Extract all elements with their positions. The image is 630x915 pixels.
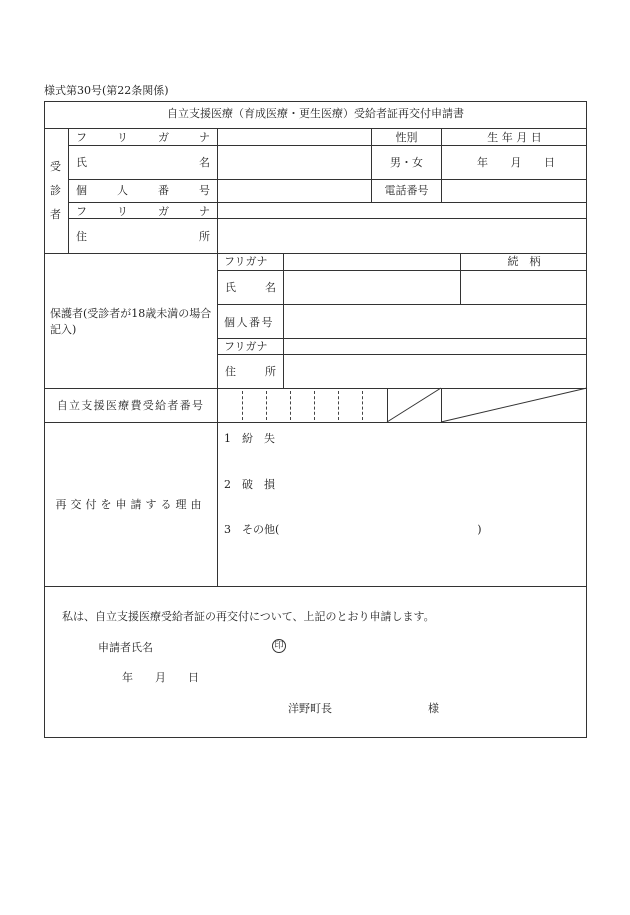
guardian-relation-header: 続 柄 [507, 255, 541, 268]
recipient-furigana2-field[interactable] [218, 203, 586, 217]
certificate-number-label: 自立支援医療費受給者番号 [56, 399, 205, 412]
gender-choice[interactable]: 男・女 [390, 156, 423, 169]
recipient-furigana2-label: フ リ ガ ナ [76, 205, 210, 218]
application-date[interactable]: 年 月 日 [122, 671, 199, 684]
reason-option-lost[interactable]: 1 紛 失 [224, 432, 275, 445]
guardian-name-label: 氏 名 [225, 281, 276, 294]
guardian-personal-number-label: 個人番号 [224, 316, 274, 329]
form-title: 自立支援医療（育成医療・更生医療）受給者証再交付申請書 [167, 107, 464, 120]
birth-date-header: 生 年 月 日 [487, 131, 542, 144]
recipient-address-label: 住 所 [76, 230, 210, 243]
honorific-sama: 様 [428, 702, 439, 715]
guardian-furigana2-label: フリガナ [224, 340, 268, 353]
recipient-group-label-3: 者 [50, 208, 61, 221]
seal-mark: 印 [272, 639, 286, 653]
applicant-name-field[interactable] [160, 637, 265, 655]
guardian-relation-field[interactable] [461, 271, 586, 303]
phone-label: 電話番号 [384, 184, 429, 197]
recipient-name-label: 氏 名 [76, 156, 210, 169]
recipient-group-label-2: 診 [50, 184, 61, 197]
birth-date-field[interactable]: 年 月 日 [477, 156, 555, 169]
reason-label: 再交付を申請する理由 [55, 498, 206, 511]
guardian-furigana2-field[interactable] [284, 339, 586, 353]
guardian-label: 保護者(受診者が18歳未満の場合記入) [50, 307, 212, 336]
guardian-name-field[interactable] [284, 271, 459, 303]
declaration-text: 私は、自立支援医療受給者証の再交付について、上記のとおり申請します。 [62, 610, 435, 623]
reason-option-damaged[interactable]: 2 破 損 [224, 478, 275, 491]
addressee: 洋野町長 [288, 702, 332, 715]
recipient-name-field[interactable] [218, 146, 370, 178]
guardian-furigana-label: フリガナ [224, 255, 268, 268]
reason-option-other[interactable]: 3 その他( ) [224, 523, 482, 536]
recipient-phone-field[interactable] [442, 180, 586, 201]
recipient-personal-number-field[interactable] [218, 180, 370, 201]
recipient-furigana-field[interactable] [218, 129, 370, 144]
recipient-personal-number-label: 個 人 番 号 [76, 184, 210, 197]
guardian-address-label: 住 所 [225, 365, 276, 378]
form-number: 様式第30号(第22条関係) [44, 84, 169, 97]
recipient-group-label-1: 受 [50, 160, 61, 173]
recipient-address-field[interactable] [218, 219, 586, 252]
recipient-furigana-label: フ リ ガ ナ [76, 131, 210, 144]
guardian-furigana-field[interactable] [284, 254, 459, 269]
gender-header: 性別 [395, 131, 418, 144]
applicant-name-label: 申請者氏名 [98, 641, 153, 654]
guardian-personal-number-field[interactable] [284, 305, 586, 337]
certificate-number-field[interactable] [218, 389, 386, 421]
guardian-address-field[interactable] [284, 355, 586, 387]
